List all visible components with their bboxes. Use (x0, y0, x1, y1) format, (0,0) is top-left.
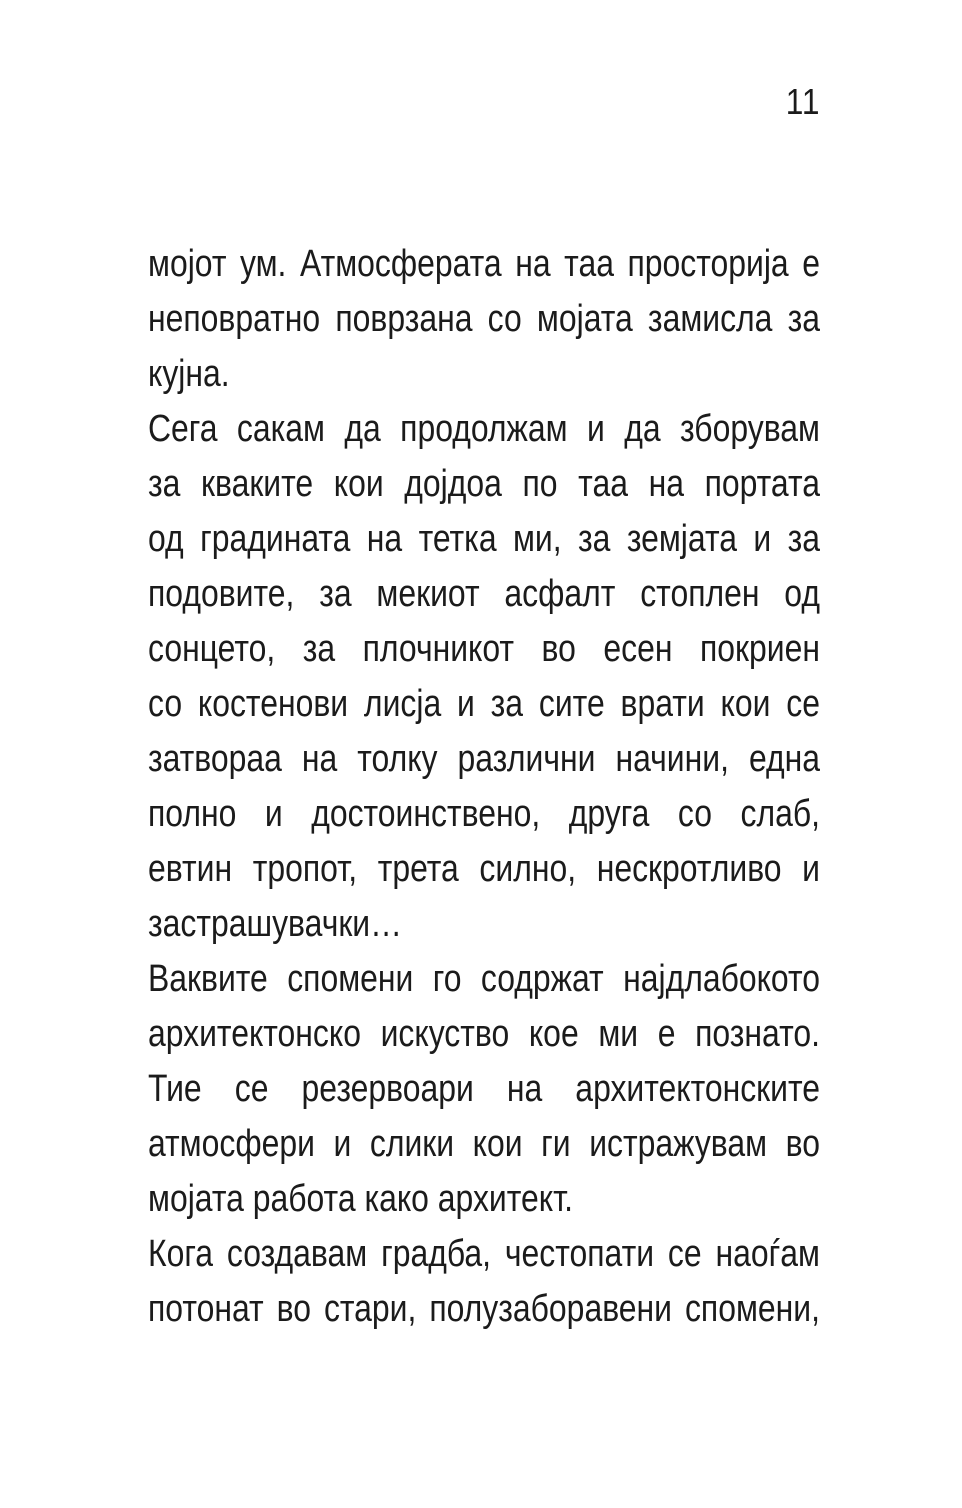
text-line: Ваквите спомени го содржат најдлабокото (148, 958, 820, 1000)
paragraph (148, 952, 820, 1227)
text-line: подовите, за мекиот асфалт стоплен од (148, 573, 820, 615)
text-line: застрашувачки… (148, 903, 403, 945)
text-line: од градината на тетка ми, за земјата и за (148, 518, 820, 560)
text-block (148, 237, 820, 1337)
text-line: неповратно поврзана со мојата замисла за (148, 298, 820, 340)
text-line: Кога создавам градба, честопати се наоѓам (148, 1233, 820, 1275)
text-line: мојата работа како архитект. (148, 1178, 574, 1220)
text-line: за кваките кои дојдоа по таа на портата (148, 463, 820, 505)
text-line: архитектонско искуство кое ми е познато. (148, 1013, 820, 1055)
text-line: Тие се резервоари на архитектонските (148, 1068, 820, 1110)
text-line: Сега сакам да продолжам и да зборувам (148, 408, 820, 450)
paragraph (148, 237, 820, 402)
text-line: кујна. (148, 353, 230, 395)
page-number: 11 (785, 81, 820, 122)
text-line: потонат во стари, полузаборавени спомени, (148, 1288, 820, 1330)
text-line: затвораа на толку различни начини, една (148, 738, 820, 780)
text-line: мојот ум. Атмосферата на таа просторија е (148, 243, 820, 285)
text-line: сонцето, за плочникот во есен покриен (148, 628, 820, 670)
text-line: со костенови лисја и за сите врати кои се (148, 683, 820, 725)
paragraph (148, 1227, 820, 1337)
paragraph (148, 402, 820, 952)
text-line: евтин тропот, трета силно, нескротливо и (148, 848, 820, 890)
text-line: атмосфери и слики кои ги истражувам во (148, 1123, 820, 1165)
text-line: полно и достоинствено, друга со слаб, (148, 793, 820, 835)
